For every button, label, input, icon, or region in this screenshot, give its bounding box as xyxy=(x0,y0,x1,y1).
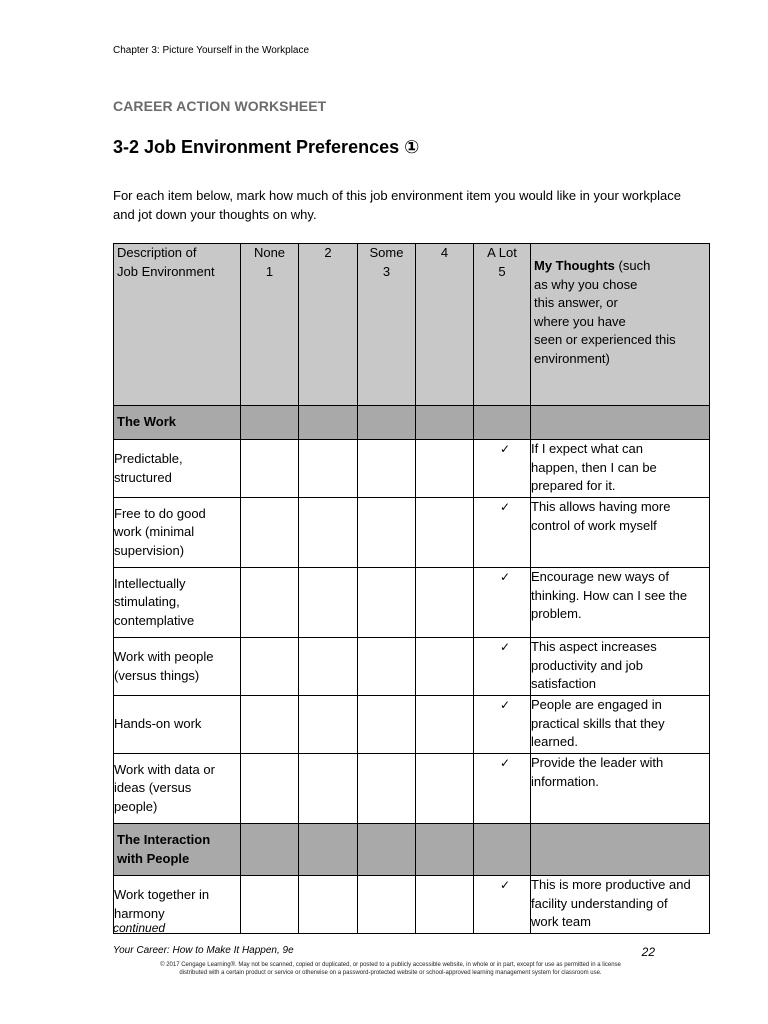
book-title: Your Career: How to Make It Happen, 9e xyxy=(113,945,294,956)
section-cell xyxy=(241,824,299,876)
copyright-notice: © 2017 Cengage Learning®. May not be scanned, copied or duplicated, or posted to a publicly accessible website, in whole or in part, except for use as permitted in a license distributed with a certain product or service or otherwise on a password-protected website or school-approved learning management system for classroom use. xyxy=(160,962,621,976)
rating-cell-4[interactable] xyxy=(416,754,474,824)
rating-cell-2[interactable] xyxy=(299,754,358,824)
row-thought[interactable]: Encourage new ways of thinking. How can I see the problem. xyxy=(531,568,710,638)
section-row xyxy=(114,824,710,876)
rating-cell-4[interactable] xyxy=(416,696,474,754)
row-description: Work with data or ideas (versus people) xyxy=(114,754,241,824)
section-cell xyxy=(474,824,531,876)
col-header-1: None 1 xyxy=(241,244,299,406)
rating-cell-5[interactable] xyxy=(474,638,531,696)
section-cell xyxy=(241,406,299,440)
section-cell xyxy=(358,824,416,876)
rating-cell-1[interactable] xyxy=(241,440,299,498)
rating-cell-3[interactable] xyxy=(358,568,416,638)
rating-cell-1[interactable] xyxy=(241,568,299,638)
chapter-header: Chapter 3: Picture Yourself in the Workplace xyxy=(113,45,310,56)
row-thought[interactable]: This allows having more control of work myself xyxy=(531,498,710,568)
rating-cell-2[interactable] xyxy=(299,638,358,696)
section-cell xyxy=(299,406,358,440)
section-cell xyxy=(299,824,358,876)
checkmark-icon: ✓ xyxy=(499,500,510,514)
table-header-row xyxy=(114,244,710,406)
table-row xyxy=(114,754,710,824)
rating-cell-2[interactable] xyxy=(299,568,358,638)
checkmark-icon: ✓ xyxy=(499,698,510,712)
rating-cell-3[interactable] xyxy=(358,754,416,824)
checkmark-icon: ✓ xyxy=(499,570,510,584)
section-row xyxy=(114,406,710,440)
rating-cell-2[interactable] xyxy=(299,696,358,754)
rating-cell-5[interactable] xyxy=(474,568,531,638)
section-cell xyxy=(416,406,474,440)
col-header-3: Some 3 xyxy=(358,244,416,406)
rating-cell-4[interactable] xyxy=(416,876,474,934)
rating-cell-1[interactable] xyxy=(241,876,299,934)
row-thought[interactable]: If I expect what can happen, then I can be prepared for it. xyxy=(531,440,710,498)
checkmark-icon: ✓ xyxy=(499,442,510,456)
rating-cell-3[interactable] xyxy=(358,498,416,568)
row-thought[interactable]: People are engaged in practical skills that they learned. xyxy=(531,696,710,754)
table-row xyxy=(114,440,710,498)
section-cell xyxy=(474,406,531,440)
row-description: Predictable, structured xyxy=(114,440,241,498)
rating-cell-5[interactable] xyxy=(474,876,531,934)
rating-cell-5[interactable] xyxy=(474,440,531,498)
footer xyxy=(113,945,655,959)
col-header-thoughts: My Thoughts (such as why you chose this answer, or where you have seen or experienced this environment) xyxy=(531,244,710,406)
heading-text: 3-2 Job Environment Preferences xyxy=(113,137,400,157)
rating-cell-1[interactable] xyxy=(241,696,299,754)
rating-cell-4[interactable] xyxy=(416,638,474,696)
rating-cell-2[interactable] xyxy=(299,876,358,934)
checkmark-icon: ✓ xyxy=(499,878,510,892)
continued-note: continued xyxy=(113,921,166,935)
rating-cell-5[interactable] xyxy=(474,696,531,754)
rating-cell-2[interactable] xyxy=(299,498,358,568)
section-cell xyxy=(358,406,416,440)
instructions: For each item below, mark how much of this job environment item you would like in your workplace and jot down your thoughts on why. xyxy=(113,188,681,222)
row-description: Work with people (versus things) xyxy=(114,638,241,696)
page-title xyxy=(113,137,419,158)
row-description: Intellectually stimulating, contemplative xyxy=(114,568,241,638)
worksheet-title: CAREER ACTION WORKSHEET xyxy=(113,98,327,114)
row-thought[interactable]: Provide the leader with information. xyxy=(531,754,710,824)
col-header-4: 4 xyxy=(416,244,474,406)
table-row xyxy=(114,876,710,934)
section-cell xyxy=(531,824,710,876)
rating-cell-3[interactable] xyxy=(358,696,416,754)
rating-cell-3[interactable] xyxy=(358,638,416,696)
page-number: 22 xyxy=(641,945,655,959)
table-row xyxy=(114,568,710,638)
rating-cell-4[interactable] xyxy=(416,498,474,568)
checkmark-icon: ✓ xyxy=(499,640,510,654)
section-cell xyxy=(531,406,710,440)
table-row xyxy=(114,498,710,568)
section-title: The Interaction with People xyxy=(114,824,241,876)
checkmark-icon: ✓ xyxy=(499,756,510,770)
col-header-5: A Lot 5 xyxy=(474,244,531,406)
rating-cell-1[interactable] xyxy=(241,498,299,568)
rating-cell-3[interactable] xyxy=(358,440,416,498)
row-description: Hands-on work xyxy=(114,696,241,754)
table-row xyxy=(114,638,710,696)
col-header-2: 2 xyxy=(299,244,358,406)
preferences-table xyxy=(113,243,710,934)
rating-cell-1[interactable] xyxy=(241,754,299,824)
row-description: Free to do good work (minimal supervision) xyxy=(114,498,241,568)
row-thought[interactable]: This is more productive and facility understanding of work team xyxy=(531,876,710,934)
table-row xyxy=(114,696,710,754)
rating-cell-4[interactable] xyxy=(416,568,474,638)
rating-cell-1[interactable] xyxy=(241,638,299,696)
circled-1-icon: ① xyxy=(404,137,420,157)
rating-cell-5[interactable] xyxy=(474,498,531,568)
rating-cell-2[interactable] xyxy=(299,440,358,498)
col-header-description: Description of Job Environment xyxy=(114,244,241,406)
rating-cell-4[interactable] xyxy=(416,440,474,498)
row-thought[interactable]: This aspect increases productivity and job satisfaction xyxy=(531,638,710,696)
row-description: Work together in harmony xyxy=(114,876,241,934)
section-title: The Work xyxy=(114,406,241,440)
rating-cell-3[interactable] xyxy=(358,876,416,934)
rating-cell-5[interactable] xyxy=(474,754,531,824)
section-cell xyxy=(416,824,474,876)
